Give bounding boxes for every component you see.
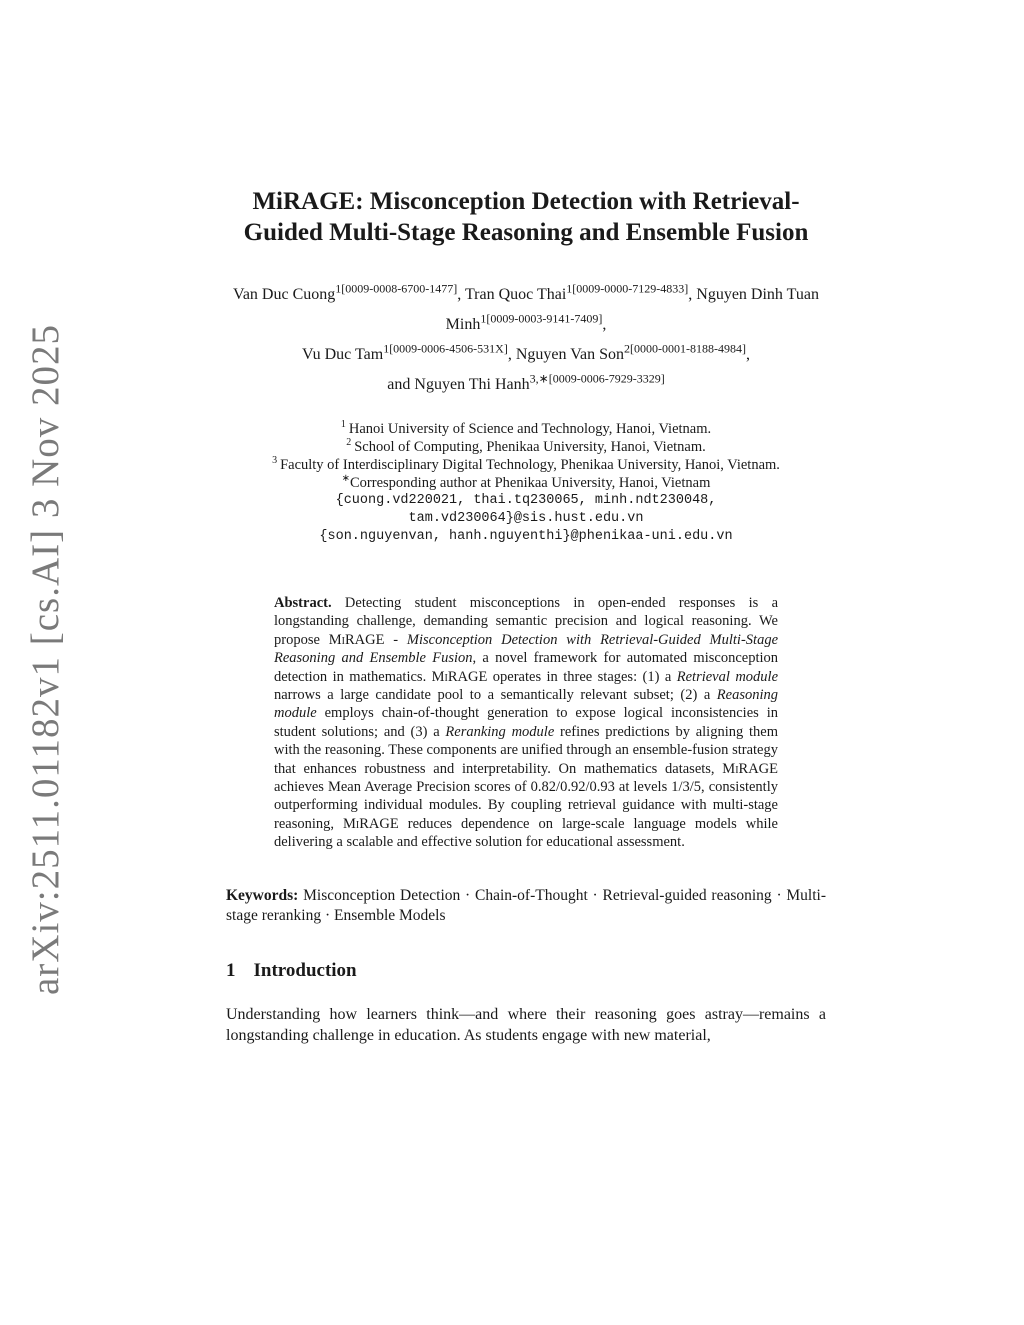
reasoning-module-term: Reasoning module [274, 687, 779, 722]
abstract-label: Abstract. [274, 595, 332, 611]
author-separator: , [602, 316, 607, 333]
affiliation-text: Corresponding author at Phenikaa University, Hanoi, Vietnam [350, 475, 711, 491]
keywords-label: Keywords: [226, 886, 299, 904]
mirage-name: MiRAGE [343, 815, 399, 832]
affiliation-mark: 2 [346, 437, 352, 449]
abstract-text: narrows a large candidate pool to a semantically relevant subset; (2) a [274, 687, 711, 704]
affiliation [226, 438, 826, 456]
mirage-name: MiRAGE [328, 631, 385, 648]
author-orcid: 2[0000-0001-8188-4984] [624, 341, 746, 356]
reranking-module-term: Reranking module [445, 723, 555, 740]
mirage-name: MiRAGE [722, 760, 778, 777]
affiliation-text: Faculty of Interdisciplinary Digital Technology, Phenikaa University, Hanoi, Vietnam. [280, 457, 780, 473]
corresponding-author [226, 474, 826, 492]
author-name: Nguyen Van Son [515, 346, 624, 363]
abstract-text: employs chain-of-thought generation to expose logical inconsistencies in student solutions; and (3) a [274, 705, 778, 740]
author-and: and [387, 376, 411, 393]
intro-paragraph: Understanding how learners think—and where their reasoning goes astray—remains a longstanding challenge in education. As students engage with new material, [226, 1005, 826, 1044]
email-line: tam.vd230064}@sis.hust.edu.vn [408, 511, 644, 526]
author-orcid: 1[0009-0003-9141-7409] [480, 311, 603, 326]
abstract-text: - [384, 631, 407, 648]
author-separator: , [507, 346, 512, 363]
author-name: Nguyen Dinh Tuan Minh [445, 286, 819, 333]
author-name: Tran Quoc Thai [464, 286, 567, 303]
keywords [226, 886, 826, 926]
author-orcid: 1[0009-0000-7129-4833] [566, 281, 689, 296]
author-separator: , [745, 346, 750, 363]
author-name: Van Duc Cuong [233, 286, 336, 303]
arxiv-identifier-text: arXiv:2511.01182v1 [cs.AI] 3 Nov 2025 [24, 323, 68, 995]
paper-page [226, 186, 826, 1046]
arxiv-identifier-watermark [16, 323, 76, 995]
section-title: Introduction [253, 959, 357, 981]
author-separator: , [688, 286, 693, 303]
section-heading [226, 960, 826, 982]
author-orcid: 1[0009-0006-4506-531X] [383, 341, 508, 356]
abstract [274, 594, 778, 852]
abstract-text: refines predictions by aligning them with the reasoning. These components are unified through an ensemble-fusion strategy that enhances robustness and interpretability. On mathematics datasets, [274, 723, 778, 777]
email-line: {son.nguyenvan, hanh.nguyenthi}@phenikaa-uni.edu.vn [319, 529, 733, 544]
abstract-text: operates in three stages: (1) a [492, 668, 672, 685]
author-list [226, 280, 826, 400]
section-number: 1 [226, 959, 236, 981]
affiliation-mark: 3 [272, 455, 278, 467]
retrieval-module-term: Retrieval module [676, 668, 779, 685]
author-separator: , [457, 286, 462, 303]
mirage-name: MiRAGE [431, 668, 488, 685]
affiliation-text: Hanoi University of Science and Technology, Hanoi, Vietnam. [348, 421, 712, 437]
affiliation [226, 420, 826, 438]
mirage-expansion: Misconception Detection with Retrieval-Guided Multi-Stage Reasoning and Ensemble Fusion [274, 631, 779, 667]
abstract-text: , a novel framework for automated misconception detection in mathematics. [274, 650, 778, 685]
author-name: Vu Duc Tam [302, 346, 384, 363]
affiliation [226, 456, 826, 474]
affiliation-mark: 1 [340, 419, 346, 431]
author-orcid: 3,∗[0009-0006-7929-3329] [529, 371, 665, 386]
email-line: {cuong.vd220021, thai.tq230065, minh.ndt230048, [335, 493, 717, 508]
author-name: Nguyen Thi Hanh [414, 376, 530, 393]
keywords-text: Misconception Detection · Chain-of-Thought · Retrieval-guided reasoning · Multi-stage reranking · Ensemble Models [226, 886, 827, 924]
author-orcid: 1[0009-0008-6700-1477] [335, 281, 458, 296]
abstract-text: achieves Mean Average Precision scores of 0.82/0.92/0.93 at levels 1/3/5, consistently outperforming individual modules. By coupling retrieval guidance with multi-stage reasoning, [274, 779, 778, 832]
abstract-text: Detecting student misconceptions in open-ended responses is a longstanding challenge, demanding semantic precision and logical reasoning. We propose [274, 595, 779, 648]
abstract-text: reduces dependence on large-scale language models while delivering a scalable and effective solution for educational assessment. [274, 815, 778, 851]
affiliation-mark: ∗ [341, 473, 351, 485]
affiliation-text: School of Computing, Phenikaa University, Hanoi, Vietnam. [354, 439, 706, 455]
paper-title: MiRAGE: Misconception Detection with Retrieval-Guided Multi-Stage Reasoning and Ensemble Fusion [243, 188, 809, 246]
